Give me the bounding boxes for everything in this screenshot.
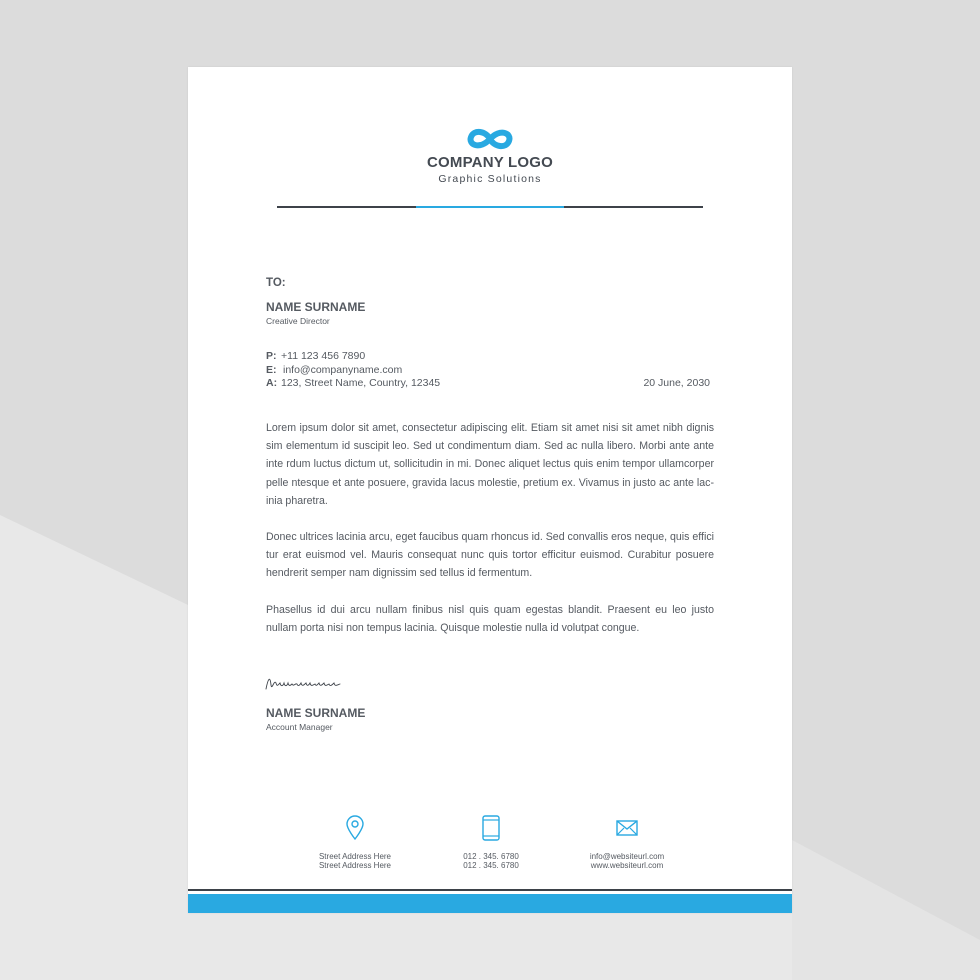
company-tagline: Graphic Solutions	[438, 173, 542, 185]
footer-phone	[421, 815, 561, 870]
company-logo-text: COMPANY LOGO	[426, 154, 554, 171]
address-value: 123, Street Name, Country, 12345	[281, 377, 441, 389]
footer-address-line: Street Address Here	[318, 861, 392, 870]
footer-web-line: www.websiteurl.com	[590, 861, 664, 870]
phone-value: +11 123 456 7890	[281, 350, 366, 362]
letter-date: 20 June, 2030	[643, 377, 710, 389]
recipient-title: Creative Director	[266, 316, 330, 326]
company-logo	[188, 125, 792, 185]
contact-phone	[266, 350, 365, 362]
contact-address	[266, 377, 440, 389]
footer-phone-line: 012 . 345. 6780	[463, 861, 519, 870]
recipient-name: NAME SURNAME	[266, 300, 366, 314]
footer-divider	[188, 889, 792, 891]
footer-address-line: Street Address Here	[318, 852, 392, 861]
location-pin-icon	[344, 815, 366, 841]
footer-address	[285, 815, 425, 870]
email-label: E:	[266, 364, 277, 376]
mobile-phone-icon	[480, 815, 502, 841]
footer-web	[557, 815, 697, 870]
body-paragraph: Phasellus id dui arcu nullam finibus nisl quis quam egestas blandit. Praesent eu leo justo nullam porta nisi non tempus lacinia. Quisque molestie nulla id volutpat congue.	[266, 604, 714, 635]
footer-accent-bar	[188, 894, 792, 913]
footer-web-line: info@websiteurl.com	[589, 852, 665, 861]
sender-name: NAME SURNAME	[266, 706, 366, 720]
sender-title: Account Manager	[266, 722, 333, 732]
infinity-logo-icon	[466, 125, 514, 153]
phone-label: P:	[266, 350, 277, 362]
body-paragraph: Donec ultrices lacinia arcu, eget faucibus quam rhoncus id. Sed convallis eros neque, quis effici tur erat euismod vel. Mauris consequat nunc quis tortor efficitur euismod. Curabitur posuere hendrerit semper nam dignissim sed tellus id fermentum.	[266, 531, 714, 580]
envelope-icon	[615, 815, 639, 841]
letterhead-page	[188, 67, 792, 913]
address-label: A:	[266, 377, 278, 389]
body-paragraph: Lorem ipsum dolor sit amet, consectetur adipiscing elit. Etiam sit amet nisi sit amet nibh dignis sim elementum id suscipit leo. Sed ut condimentum diam. Sed ac nulla libero. Morbi ante ante inte rdum luctus dictum ut, sollicitudin in mi. Donec aliquet lectus quis enim tempor ullamcorper pelle ntesque et ante posuere, gravida lacus molestie, pretium ex. Vivamus in justo ac ante lac-inia pharetra.	[266, 422, 714, 507]
footer-phone-line: 012 . 345. 6780	[463, 852, 519, 861]
handwritten-signature	[264, 667, 354, 697]
header-divider-accent	[416, 206, 564, 208]
email-value: info@companyname.com	[283, 364, 403, 376]
contact-email	[266, 364, 402, 376]
to-label: TO:	[266, 277, 286, 289]
